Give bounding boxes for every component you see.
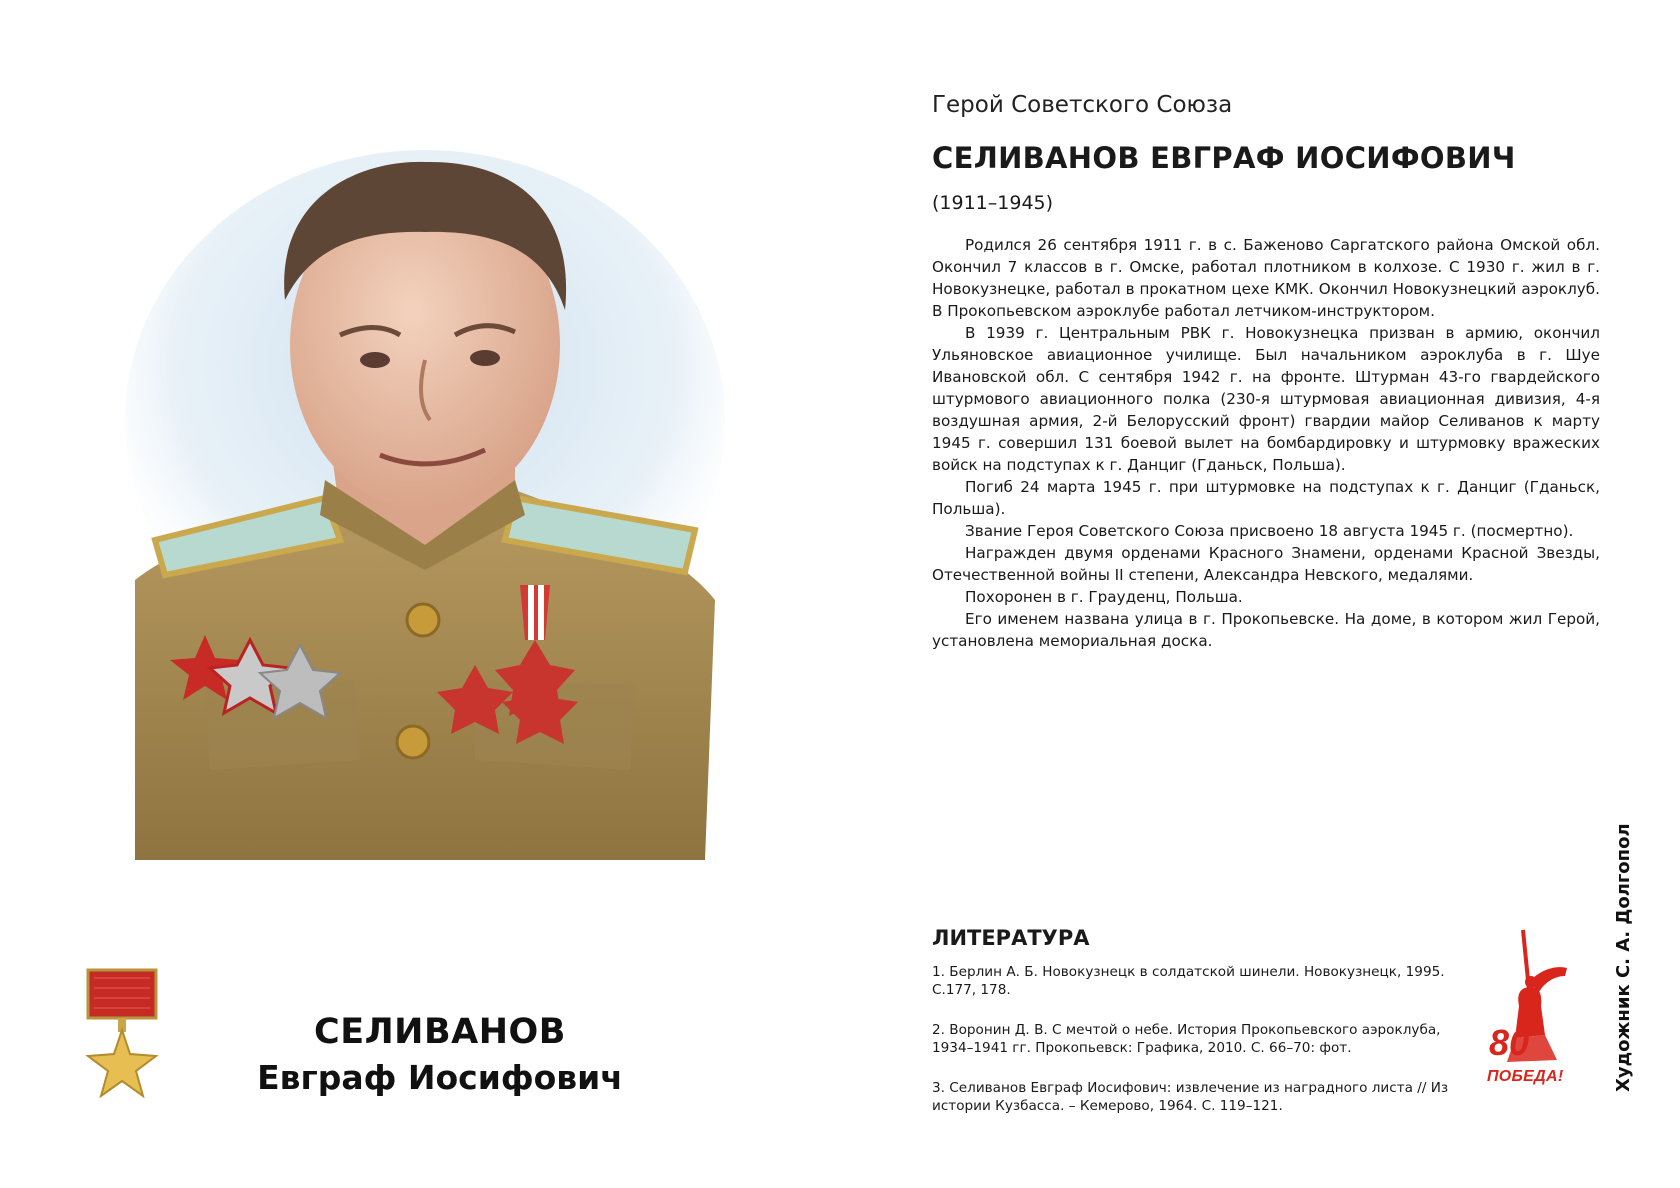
portrait-surname: СЕЛИВАНОВ (314, 1012, 566, 1052)
bio-paragraph: Погиб 24 марта 1945 г. при штурмовке на подступах к г. Данциг (Гданьск, Польша). (932, 478, 1600, 518)
portrait-given-name: Евграф Иосифович (257, 1058, 623, 1097)
literature-item: 2. Воронин Д. В. С мечтой о небе. История Прокопьевского аэроклуба, 1934–1941 гг. Прокопьевск: Графика, 2010. С. 66–70: фот. (932, 1022, 1441, 1056)
bio-paragraph: Его именем названа улица в г. Прокопьевске. На доме, в котором жил Герой, установлена мемориальная доска. (932, 610, 1600, 650)
literature-list (932, 963, 1452, 1115)
artist-credit: Художник С. А. Долгопол (1613, 823, 1634, 1092)
logo-number: 80 (1489, 1022, 1530, 1063)
bio-paragraph: Награжден двумя орденами Красного Знамени, орденами Красной Звезды, Отечественной войны II степени, Александра Невского, медалями. (932, 544, 1600, 584)
hero-subtitle: Герой Советского Союза (932, 92, 1233, 118)
bio-paragraph: Звание Героя Советского Союза присвоено 18 августа 1945 г. (посмертно). (965, 522, 1574, 540)
literature-section (932, 925, 1452, 1137)
portrait-illustration (95, 120, 755, 940)
literature-item: 3. Селиванов Евграф Иосифович: извлечение из наградного листа // Из истории Кузбасса. – Кемерово, 1964. С. 119–121. (932, 1080, 1449, 1114)
gold-star-medal-icon (84, 968, 160, 1098)
bio-paragraph: Родился 26 сентября 1911 г. в с. Баженово Саргатского района Омской обл. Окончил 7 классов в г. Омске, работал плотником в колхозе. С 1930 г. жил в г. Новокузнецке, работал в прокатном цехе КМК. Окончил Новокузнецкий аэроклуб. В Прокопьевском аэроклубе работал летчиком-инструктором. (932, 236, 1600, 320)
literature-title: ЛИТЕРАТУРА (932, 926, 1090, 950)
gold-star-medal (84, 968, 160, 1098)
bio-paragraph: В 1939 г. Центральным РВК г. Новокузнецка призван в армию, окончил Ульяновское авиационное училище. Был начальником аэроклуба в г. Шуе Ивановской обл. С сентября 1942 г. на фронте. Штурман 43-го гвардейского штурмового авиационного полка (230-я штурмовая авиационная дивизия, 4-я воздушная армия, 2-й Белорусский фронт) гвардии майор Селиванов к марту 1945 г. совершил 131 боевой вылет на бомбардировку и штурмовку вражеских войск на подступах к г. Данциг (Гданьск, Польша). (932, 324, 1600, 474)
page-title: СЕЛИВАНОВ ЕВГРАФ ИОСИФОВИЧ (932, 141, 1516, 175)
victory-80-logo (1485, 920, 1577, 1105)
biography-text (932, 234, 1600, 652)
portrait-icon (95, 120, 755, 940)
biography-section (932, 90, 1600, 652)
life-years: (1911–1945) (932, 192, 1054, 214)
bio-paragraph: Похоронен в г. Грауденц, Польша. (965, 588, 1243, 606)
literature-item: 1. Берлин А. Б. Новокузнецк в солдатской шинели. Новокузнецк, 1995. С.177, 178. (932, 964, 1445, 998)
logo-word: ПОБЕДА! (1487, 1068, 1564, 1085)
